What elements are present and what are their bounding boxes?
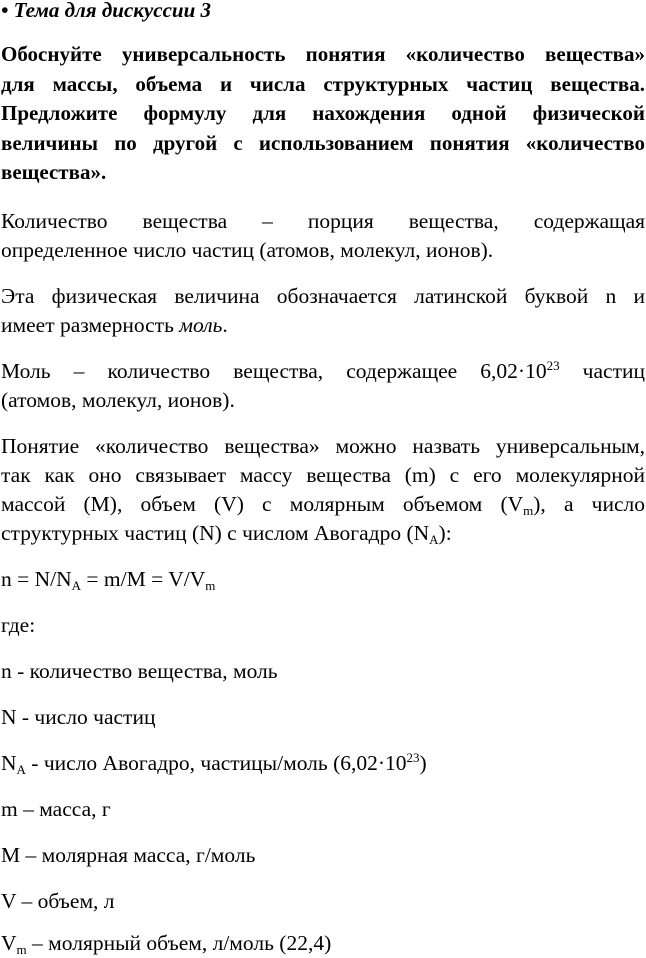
definition-m: m – масса, г (1, 797, 111, 821)
definition-Vm (1, 929, 331, 958)
paragraph-line: так как оно связывает массу вещества (m) с его молекулярной (1, 463, 645, 487)
text-fragment: – молярный объем, л/моль (22,4) (26, 931, 332, 955)
paragraph-line (1, 311, 645, 340)
definition-M: M – молярная масса, г/моль (1, 843, 256, 867)
paragraph-line (1, 519, 645, 548)
definition-N: N - число частиц (1, 705, 156, 729)
exponent: 23 (406, 750, 420, 765)
unit-mol: моль (179, 313, 223, 337)
text-fragment: V (1, 931, 17, 955)
formula-part: = m/M = V/V (81, 567, 206, 591)
paragraph-line: Эта физическая величина обозначается латинской буквой n и (1, 284, 645, 308)
definition-n: n - количество вещества, моль (1, 659, 278, 683)
paragraph-designation (1, 282, 645, 340)
definition-NA (1, 749, 427, 778)
task-line: вещества». (1, 160, 107, 184)
paragraph-universality (1, 432, 645, 548)
exponent: 23 (546, 358, 560, 373)
text-fragment: частиц (559, 359, 645, 383)
text-fragment: ), а число (533, 492, 646, 516)
task-line: для массы, объема и числа структурных частиц вещества. (1, 71, 645, 96)
text-fragment: ) (419, 751, 427, 775)
paragraph-line: Количество вещества – порция вещества, содержащая (1, 209, 645, 233)
task-line: величины по другой с использованием понятия «количество (1, 130, 645, 155)
paragraph-line: (атомов, молекул, ионов). (1, 388, 235, 412)
paragraph-line: Понятие «количество вещества» можно назвать универсальным, (1, 434, 645, 458)
where-label: где: (1, 613, 36, 637)
subscript: A (71, 578, 82, 593)
task-line: Предложите формулу для нахождения одной физической (1, 101, 645, 125)
paragraph-definition (1, 207, 645, 265)
subscript: A (429, 532, 439, 547)
subscript: m (16, 942, 27, 957)
formula-part: n = N/N (1, 567, 72, 591)
paragraph-line (1, 490, 645, 519)
text-fragment: имеет размерность (1, 313, 180, 337)
text-fragment: ): (438, 521, 452, 545)
text-fragment: - число Авогадро, частицы/моль (6,02·10 (25, 751, 407, 775)
text-fragment: Моль – количество вещества, содержащее 6,02·10 (1, 359, 547, 383)
text-fragment: массой (M), объем (V) с молярным объемом (V (1, 492, 524, 516)
subscript: m (205, 578, 216, 593)
task-line: Обоснуйте универсальность понятия «количество вещества» (1, 42, 645, 66)
paragraph-mole (1, 357, 645, 415)
subscript: A (16, 762, 26, 777)
discussion-heading: • Тема для дискуссии 3 (1, 0, 211, 22)
paragraph-line (1, 357, 645, 386)
text-fragment: структурных частиц (N) с числом Авогадро (N (1, 521, 430, 545)
paragraph-line: определенное число частиц (атомов, молекул, ионов). (1, 238, 494, 262)
formula (1, 565, 215, 594)
text-fragment: N (1, 751, 17, 775)
definition-V: V – объем, л (1, 889, 115, 913)
text-fragment: . (222, 313, 228, 337)
subscript: m (523, 503, 534, 518)
task-statement (1, 40, 645, 188)
